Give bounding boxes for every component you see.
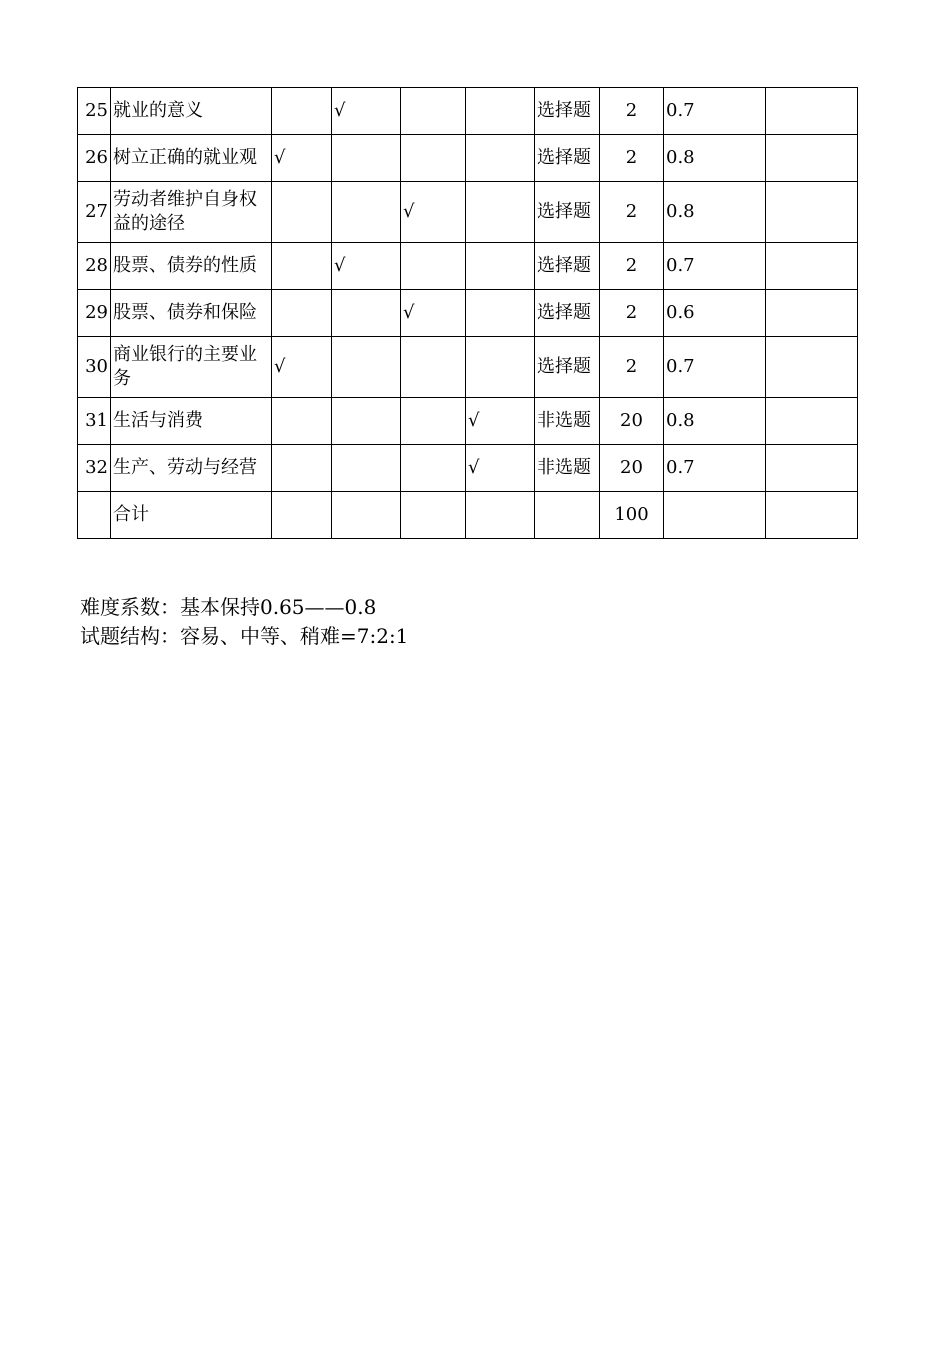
row-number: 25 [78, 88, 111, 135]
table-row [78, 135, 858, 182]
check-mark-cell [401, 88, 466, 135]
row-number: 26 [78, 135, 111, 182]
score: 20 [600, 445, 664, 492]
score: 20 [600, 398, 664, 445]
check-mark-cell [401, 135, 466, 182]
table-row [78, 243, 858, 290]
check-mark-cell [332, 182, 401, 243]
score: 2 [600, 88, 664, 135]
remark-cell [766, 135, 858, 182]
score: 2 [600, 243, 664, 290]
knowledge-point: 合计 [111, 492, 272, 539]
check-mark-cell [272, 182, 332, 243]
check-mark-cell [466, 337, 535, 398]
question-type: 选择题 [535, 182, 600, 243]
knowledge-point: 树立正确的就业观 [111, 135, 272, 182]
check-mark-cell: √ [466, 398, 535, 445]
row-number: 28 [78, 243, 111, 290]
difficulty: 0.7 [664, 337, 766, 398]
table-row [78, 337, 858, 398]
knowledge-point: 商业银行的主要业务 [111, 337, 272, 398]
remark-cell [766, 337, 858, 398]
total-row [78, 492, 858, 539]
score: 100 [600, 492, 664, 539]
check-mark-cell: √ [401, 182, 466, 243]
question-type: 选择题 [535, 88, 600, 135]
table-row [78, 290, 858, 337]
question-type: 选择题 [535, 337, 600, 398]
score: 2 [600, 290, 664, 337]
check-mark-cell [272, 492, 332, 539]
check-mark-cell [272, 290, 332, 337]
check-mark-cell: √ [332, 88, 401, 135]
knowledge-point: 股票、债券的性质 [111, 243, 272, 290]
row-number: 31 [78, 398, 111, 445]
remark-cell [766, 243, 858, 290]
difficulty-note: 难度系数：基本保持0.65——0.8 [80, 595, 377, 619]
check-mark-cell: √ [272, 337, 332, 398]
question-type: 非选题 [535, 445, 600, 492]
check-mark-cell: √ [466, 445, 535, 492]
check-mark-cell [272, 445, 332, 492]
row-number: 27 [78, 182, 111, 243]
question-type: 非选题 [535, 398, 600, 445]
check-mark-cell [466, 88, 535, 135]
table-row [78, 445, 858, 492]
question-type: 选择题 [535, 290, 600, 337]
difficulty: 0.7 [664, 88, 766, 135]
difficulty: 0.7 [664, 445, 766, 492]
remark-cell [766, 182, 858, 243]
structure-note: 试题结构：容易、中等、稍难=7:2:1 [80, 624, 409, 648]
difficulty: 0.8 [664, 135, 766, 182]
check-mark-cell [466, 182, 535, 243]
table-row [78, 88, 858, 135]
question-type: 选择题 [535, 135, 600, 182]
difficulty: 0.7 [664, 243, 766, 290]
row-number: 30 [78, 337, 111, 398]
knowledge-point: 生活与消费 [111, 398, 272, 445]
table-row [78, 398, 858, 445]
check-mark-cell [401, 398, 466, 445]
check-mark-cell [332, 492, 401, 539]
question-type [535, 492, 600, 539]
row-number [78, 492, 111, 539]
check-mark-cell [272, 243, 332, 290]
knowledge-point: 生产、劳动与经营 [111, 445, 272, 492]
knowledge-point: 就业的意义 [111, 88, 272, 135]
remark-cell [766, 445, 858, 492]
score: 2 [600, 135, 664, 182]
check-mark-cell [466, 492, 535, 539]
row-number: 29 [78, 290, 111, 337]
check-mark-cell [466, 290, 535, 337]
spec-table [77, 87, 858, 539]
knowledge-point: 劳动者维护自身权益的途径 [111, 182, 272, 243]
check-mark-cell [401, 445, 466, 492]
score: 2 [600, 182, 664, 243]
check-mark-cell: √ [332, 243, 401, 290]
check-mark-cell [401, 492, 466, 539]
check-mark-cell [332, 135, 401, 182]
check-mark-cell [401, 243, 466, 290]
difficulty: 0.8 [664, 182, 766, 243]
check-mark-cell [332, 290, 401, 337]
difficulty: 0.8 [664, 398, 766, 445]
check-mark-cell [332, 337, 401, 398]
remark-cell [766, 290, 858, 337]
difficulty: 0.6 [664, 290, 766, 337]
notes [80, 593, 408, 651]
remark-cell [766, 88, 858, 135]
check-mark-cell [272, 398, 332, 445]
remark-cell [766, 398, 858, 445]
spec-table-body [78, 88, 858, 539]
check-mark-cell [466, 135, 535, 182]
check-mark-cell [332, 445, 401, 492]
check-mark-cell [466, 243, 535, 290]
difficulty [664, 492, 766, 539]
score: 2 [600, 337, 664, 398]
check-mark-cell [401, 337, 466, 398]
check-mark-cell: √ [401, 290, 466, 337]
check-mark-cell: √ [272, 135, 332, 182]
remark-cell [766, 492, 858, 539]
check-mark-cell [272, 88, 332, 135]
knowledge-point: 股票、债券和保险 [111, 290, 272, 337]
question-type: 选择题 [535, 243, 600, 290]
row-number: 32 [78, 445, 111, 492]
check-mark-cell [332, 398, 401, 445]
table-row [78, 182, 858, 243]
